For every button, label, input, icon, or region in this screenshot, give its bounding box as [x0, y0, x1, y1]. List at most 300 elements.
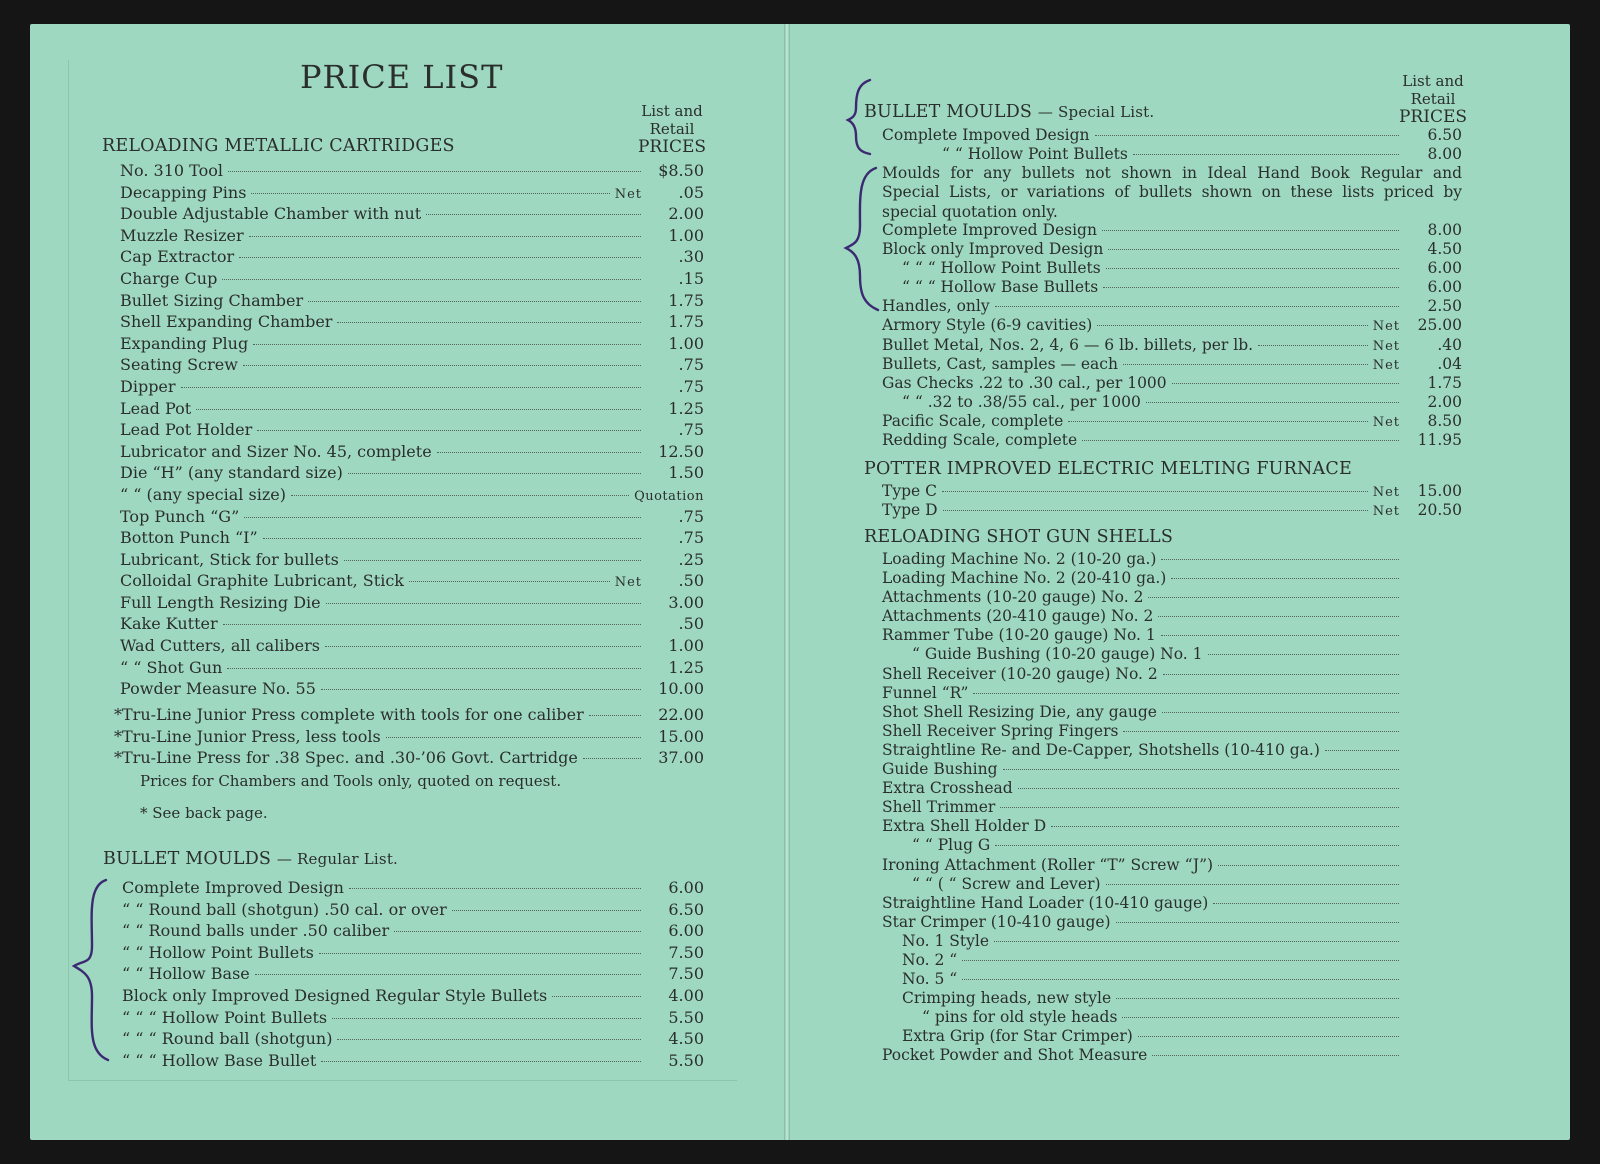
- col-head-line: List and: [641, 102, 703, 120]
- item-price: .50: [678, 571, 704, 591]
- dot-leader: [1161, 635, 1399, 636]
- price-row: [882, 240, 1462, 259]
- price-row: [882, 393, 1462, 412]
- bullet-moulds-special-list-a: [882, 126, 1462, 164]
- item-label: Die “H” (any standard size): [120, 463, 343, 483]
- item-price: .40: [1437, 335, 1462, 354]
- dot-leader: [1082, 440, 1399, 441]
- dot-leader: [181, 387, 641, 388]
- price-row: [120, 334, 704, 356]
- dot-leader: [321, 689, 641, 690]
- section-subheading: — Regular List.: [276, 850, 399, 868]
- handwritten-brace-left: [66, 876, 116, 1066]
- item-price: Quotation: [634, 488, 704, 504]
- item-label: Loading Machine No. 2 (20-410 ga.): [882, 569, 1167, 588]
- item-label: Charge Cup: [120, 268, 218, 288]
- item-label: Muzzle Resizer: [120, 225, 244, 245]
- dot-leader: [239, 257, 641, 258]
- dot-leader: [222, 279, 641, 280]
- col-head-line: Retail: [1410, 90, 1456, 108]
- price-row: [882, 278, 1462, 297]
- section-heading-text: BULLET MOULDS: [103, 849, 272, 869]
- price-row: [882, 626, 1462, 645]
- net-tag: Net: [1372, 504, 1400, 520]
- item-label: “ pins for old style heads: [922, 1008, 1118, 1027]
- item-label: Shell Receiver (10-20 gauge) No. 2: [882, 664, 1158, 683]
- dot-leader: [325, 646, 641, 647]
- price-row: [120, 399, 704, 421]
- item-label: Ironing Attachment (Roller “T” Screw “J”): [882, 855, 1214, 874]
- price-row: [120, 226, 704, 248]
- item-label: “ “ Shot Gun: [120, 657, 223, 677]
- price-row: [882, 221, 1462, 240]
- dot-leader: [552, 996, 641, 997]
- item-price: 1.00: [668, 333, 704, 353]
- price-row: [120, 312, 704, 334]
- price-row: [882, 722, 1462, 741]
- item-label: Lead Pot: [120, 398, 192, 418]
- price-row: [120, 442, 704, 464]
- price-row: [122, 964, 704, 986]
- dot-leader: [943, 510, 1368, 511]
- price-row: [882, 645, 1462, 664]
- item-label: Straightline Re- and De-Capper, Shotshells (10-410 ga.): [882, 740, 1320, 759]
- dot-leader: [228, 171, 641, 172]
- dot-leader: [349, 888, 641, 889]
- item-label: Loading Machine No. 2 (10-20 ga.): [882, 550, 1157, 568]
- item-label: Expanding Plug: [120, 333, 249, 353]
- dot-leader: [1095, 135, 1399, 136]
- dot-leader: [308, 301, 641, 302]
- item-label: Double Adjustable Chamber with nut: [120, 204, 422, 224]
- price-row: [120, 571, 704, 593]
- handwritten-brace-right-bottom: [834, 164, 884, 314]
- dot-leader: [589, 715, 641, 716]
- item-label: Extra Crosshead: [882, 779, 1013, 798]
- item-price: 6.00: [1427, 278, 1462, 297]
- item-price: 8.00: [1427, 221, 1462, 239]
- net-tag: Net: [614, 575, 642, 591]
- item-price: .75: [678, 420, 704, 440]
- item-label: Extra Grip (for Star Crimper): [902, 1027, 1133, 1046]
- item-label: Crimping heads, new style: [902, 989, 1112, 1008]
- price-row: [120, 679, 704, 701]
- item-price: 1.50: [668, 463, 704, 483]
- dot-leader: [394, 931, 641, 932]
- handwritten-brace-right-top: [838, 78, 878, 158]
- price-row: [122, 900, 704, 922]
- dot-leader: [1161, 559, 1399, 560]
- item-label: “ “ Hollow Base: [122, 964, 250, 984]
- item-price: 8.00: [1427, 145, 1462, 164]
- price-row: [120, 291, 704, 313]
- item-price: .75: [678, 528, 704, 548]
- item-price: 12.50: [658, 441, 704, 461]
- price-row: [882, 875, 1462, 894]
- price-row: [882, 336, 1462, 355]
- item-price: 4.50: [1427, 240, 1462, 259]
- dot-leader: [251, 193, 609, 194]
- item-label: Bullet Metal, Nos. 2, 4, 6 — 6 lb. billets, per lb.: [882, 335, 1254, 354]
- item-label: “ “ Plug G: [912, 836, 991, 855]
- price-row: [882, 316, 1462, 335]
- dot-leader: [249, 236, 641, 237]
- net-tag: Net: [1372, 485, 1400, 500]
- price-row: [882, 501, 1462, 520]
- item-label: Gas Checks .22 to .30 cal., per 1000: [882, 373, 1167, 392]
- item-price: .25: [678, 549, 704, 569]
- item-label: “ “ Round ball (shotgun) .50 cal. or over: [122, 899, 447, 919]
- item-price: 5.50: [668, 1050, 704, 1070]
- dot-leader: [337, 1039, 641, 1040]
- dot-leader: [337, 322, 641, 323]
- item-price: 2.00: [1427, 392, 1462, 411]
- dot-leader: [291, 495, 629, 496]
- price-row: [882, 1046, 1462, 1065]
- section-heading-text: BULLET MOULDS: [864, 102, 1033, 122]
- item-price: 1.25: [668, 398, 704, 418]
- price-row: [882, 836, 1462, 855]
- item-price: 3.00: [668, 592, 704, 612]
- item-price: 1.00: [668, 225, 704, 245]
- item-label: Armory Style (6-9 cavities): [882, 316, 1093, 335]
- col-head-line: List and: [1402, 72, 1464, 90]
- price-row: [882, 932, 1462, 951]
- dot-leader: [994, 941, 1399, 942]
- dot-leader: [1208, 654, 1399, 655]
- item-label: Seating Screw: [120, 355, 238, 375]
- dot-leader: [1116, 998, 1399, 999]
- item-price: 6.00: [668, 921, 704, 941]
- dot-leader: [973, 693, 1399, 694]
- dot-leader: [196, 409, 641, 410]
- item-price: 6.00: [668, 878, 704, 897]
- chambers-note: Prices for Chambers and Tools only, quoted on request.: [140, 772, 562, 790]
- price-row: [882, 779, 1462, 798]
- price-row: [122, 921, 704, 943]
- item-label: Shot Shell Resizing Die, any gauge: [882, 702, 1157, 721]
- price-row: [882, 482, 1462, 501]
- item-price: .75: [678, 355, 704, 375]
- col-head-line: PRICES: [637, 137, 707, 157]
- item-label: Top Punch “G”: [120, 506, 240, 526]
- item-label: No. 310 Tool: [120, 161, 223, 180]
- center-fold: [784, 24, 790, 1140]
- item-label: “ “ Hollow Point Bullets: [122, 942, 314, 962]
- dot-leader: [243, 365, 641, 366]
- dot-leader: [1051, 826, 1399, 827]
- price-row: [120, 614, 704, 636]
- item-label: Dipper: [120, 376, 176, 396]
- price-row: [120, 269, 704, 291]
- dot-leader: [332, 1018, 641, 1019]
- dot-leader: [344, 560, 641, 561]
- left-column-header: [632, 102, 712, 156]
- dot-leader: [223, 624, 641, 625]
- dot-leader: [942, 491, 1368, 492]
- item-label: Redding Scale, complete: [882, 431, 1078, 450]
- item-label: Complete Improved Design: [882, 221, 1097, 239]
- price-row: [882, 1008, 1462, 1027]
- dot-leader: [386, 737, 641, 738]
- dot-leader: [1123, 731, 1399, 732]
- item-price: 1.75: [668, 290, 704, 310]
- price-row: [122, 1051, 704, 1073]
- section-heading-text: RELOADING SHOT GUN SHELLS: [864, 527, 1174, 547]
- item-label: Type C: [882, 482, 937, 500]
- item-price: 1.00: [668, 636, 704, 656]
- dot-leader: [1213, 903, 1399, 904]
- price-row: [882, 607, 1462, 626]
- item-price: 22.00: [658, 705, 704, 724]
- price-row: [882, 569, 1462, 588]
- item-price: 7.50: [668, 964, 704, 984]
- price-row: [120, 507, 704, 529]
- metallic-cartridges-list: [120, 161, 704, 701]
- item-label: Lubricator and Sizer No. 45, complete: [120, 441, 432, 461]
- dot-leader: [409, 581, 610, 582]
- price-row: [882, 374, 1462, 393]
- item-price: .15: [678, 268, 704, 288]
- dot-leader: [1325, 750, 1399, 751]
- dot-leader: [1172, 383, 1399, 384]
- price-row: [122, 1029, 704, 1051]
- price-row: [882, 798, 1462, 817]
- price-row: [120, 550, 704, 572]
- item-label: Type D: [882, 501, 938, 520]
- item-label: *Tru-Line Junior Press, less tools: [114, 726, 381, 746]
- price-row: [882, 894, 1462, 913]
- item-price: .04: [1437, 354, 1462, 373]
- section-heading-bullet-moulds-special: [864, 102, 1154, 122]
- item-label: Colloidal Graphite Lubricant, Stick: [120, 571, 404, 591]
- price-row: [882, 355, 1462, 374]
- dot-leader: [348, 473, 641, 474]
- item-label: Full Length Resizing Die: [120, 592, 321, 612]
- item-price: 4.50: [668, 1029, 704, 1049]
- price-row: [114, 727, 704, 749]
- bullet-moulds-regular-list: [122, 878, 704, 1072]
- dot-leader: [1146, 402, 1399, 403]
- dot-leader: [452, 910, 641, 911]
- price-row: [882, 431, 1462, 450]
- section-heading-reloading-shot-gun: [864, 527, 1173, 547]
- price-row: [120, 528, 704, 550]
- price-row: [882, 970, 1462, 989]
- price-row: [882, 684, 1462, 703]
- item-label: Kake Kutter: [120, 614, 218, 634]
- dot-leader: [1103, 287, 1399, 288]
- net-tag: Net: [1372, 357, 1400, 373]
- item-label: “ “ “ Hollow Point Bullets: [902, 259, 1101, 278]
- item-label: Lead Pot Holder: [120, 420, 253, 440]
- price-row: [882, 588, 1462, 607]
- price-row: [114, 748, 704, 770]
- price-row: [114, 705, 704, 727]
- item-price: 2.00: [668, 204, 704, 224]
- net-tag: Net: [1372, 319, 1400, 335]
- dot-leader: [1108, 249, 1399, 250]
- item-label: Complete Improved Design: [122, 878, 344, 897]
- section-heading-text: POTTER IMPROVED ELECTRIC MELTING FURNACE: [864, 459, 1352, 479]
- item-label: “ “ ( “ Screw and Lever): [912, 874, 1101, 893]
- item-label: *Tru-Line Press for .38 Spec. and .30-’06 Govt. Cartridge: [114, 748, 578, 768]
- tru-line-press-list: [114, 705, 704, 770]
- item-price: 6.50: [668, 899, 704, 919]
- item-label: Pacific Scale, complete: [882, 411, 1064, 430]
- price-row: [882, 741, 1462, 760]
- dot-leader: [426, 214, 641, 215]
- item-price: 37.00: [658, 748, 704, 768]
- price-row: [120, 183, 704, 205]
- dot-leader: [255, 974, 641, 975]
- item-label: “ “ Round balls under .50 caliber: [122, 921, 390, 941]
- item-label: “ “ Hollow Point Bullets: [942, 145, 1128, 164]
- right-column-header: [1394, 72, 1472, 126]
- dot-leader: [1106, 884, 1399, 885]
- item-price: 25.00: [1417, 316, 1462, 335]
- dot-leader: [326, 603, 641, 604]
- item-price: .50: [678, 614, 704, 634]
- item-label: Lubricant, Stick for bullets: [120, 549, 339, 569]
- shot-gun-shells-list: [882, 550, 1462, 1066]
- price-row: [882, 856, 1462, 875]
- bullet-moulds-special-list-b: [882, 221, 1462, 450]
- page-title: PRICE LIST: [300, 58, 504, 96]
- price-row: [882, 913, 1462, 932]
- dot-leader: [1000, 807, 1399, 808]
- item-price: 8.50: [1427, 411, 1462, 430]
- item-price: 2.50: [1427, 297, 1462, 316]
- price-row: [882, 817, 1462, 836]
- item-price: 5.50: [668, 1007, 704, 1027]
- item-price: 6.00: [1427, 259, 1462, 278]
- item-label: Botton Punch “I”: [120, 528, 258, 548]
- dot-leader: [1068, 421, 1367, 422]
- item-label: Shell Trimmer: [882, 798, 996, 817]
- item-price: 7.50: [668, 942, 704, 962]
- special-quotation-paragraph: Moulds for any bullets not shown in Ideal Hand Book Regular and Special Lists, or variations of bullets shown on these lists priced by special quotation only.: [882, 164, 1462, 221]
- item-price: 1.75: [1427, 373, 1462, 392]
- dot-leader: [1152, 1055, 1399, 1056]
- dot-leader: [995, 306, 1399, 307]
- dot-leader: [1171, 578, 1399, 579]
- price-row: [120, 420, 704, 442]
- item-label: *Tru-Line Junior Press complete with tools for one caliber: [114, 705, 584, 724]
- dot-leader: [1106, 268, 1399, 269]
- item-label: Rammer Tube (10-20 gauge) No. 1: [882, 626, 1156, 645]
- net-tag: Net: [1372, 338, 1400, 354]
- dot-leader: [1218, 865, 1399, 866]
- price-row: [882, 126, 1462, 145]
- price-row: [882, 989, 1462, 1008]
- item-label: Decapping Pins: [120, 182, 247, 202]
- price-row: [882, 145, 1462, 164]
- item-label: Pocket Powder and Shot Measure: [882, 1046, 1148, 1065]
- price-row: [882, 412, 1462, 431]
- dot-leader: [962, 960, 1399, 961]
- dot-leader: [253, 344, 641, 345]
- item-label: “ “ (any special size): [120, 484, 286, 504]
- item-price: 15.00: [658, 726, 704, 746]
- price-row: [122, 878, 704, 900]
- item-label: Handles, only: [882, 297, 990, 316]
- item-label: Shell Expanding Chamber: [120, 312, 333, 332]
- dot-leader: [1148, 597, 1399, 598]
- dot-leader: [1258, 345, 1368, 346]
- dot-leader: [583, 758, 641, 759]
- dot-leader: [1123, 364, 1368, 365]
- dot-leader: [437, 452, 641, 453]
- item-label: No. 2 “: [902, 950, 958, 969]
- price-row: [882, 703, 1462, 722]
- item-label: Shell Receiver Spring Fingers: [882, 721, 1119, 740]
- item-label: Guide Bushing: [882, 760, 998, 779]
- item-price: 10.00: [658, 679, 704, 699]
- item-label: “ “ “ Hollow Base Bullet: [122, 1050, 317, 1070]
- price-row: [120, 204, 704, 226]
- price-row: [882, 550, 1462, 569]
- col-head-line: PRICES: [1398, 107, 1468, 127]
- item-price: .05: [678, 182, 704, 202]
- price-row: [120, 377, 704, 399]
- item-label: “ “ “ Round ball (shotgun): [122, 1029, 333, 1049]
- dot-leader: [263, 538, 641, 539]
- section-heading-reloading-metallic: [102, 136, 455, 156]
- item-price: 20.50: [1417, 501, 1462, 520]
- item-label: “ Guide Bushing (10-20 gauge) No. 1: [912, 645, 1203, 664]
- dot-leader: [321, 1061, 641, 1062]
- item-label: Attachments (10-20 gauge) No. 2: [882, 588, 1144, 607]
- item-label: Bullets, Cast, samples — each: [882, 354, 1118, 373]
- dot-leader: [1133, 154, 1399, 155]
- dot-leader: [1018, 788, 1399, 789]
- dot-leader: [1116, 922, 1399, 923]
- item-label: Block only Improved Designed Regular Style Bullets: [122, 985, 548, 1005]
- item-label: Extra Shell Holder D: [882, 817, 1047, 836]
- item-price: 15.00: [1417, 482, 1462, 500]
- price-row: [882, 665, 1462, 684]
- item-label: “ “ “ Hollow Base Bullets: [902, 278, 1099, 297]
- item-label: Powder Measure No. 55: [120, 679, 316, 699]
- dot-leader: [244, 517, 641, 518]
- item-price: .75: [678, 376, 704, 396]
- price-row: [120, 593, 704, 615]
- section-subheading: — Special List.: [1037, 103, 1155, 121]
- dot-leader: [1138, 1036, 1399, 1037]
- item-label: Funnel “R”: [882, 683, 969, 702]
- price-row: [120, 658, 704, 680]
- item-label: Block only Improved Design: [882, 240, 1104, 259]
- back-page-note: * See back page.: [140, 804, 268, 822]
- dot-leader: [1163, 674, 1399, 675]
- col-head-line: Retail: [649, 120, 695, 138]
- net-tag: Net: [614, 186, 642, 202]
- dot-leader: [257, 430, 641, 431]
- price-row: [882, 1027, 1462, 1046]
- item-label: Attachments (20-410 gauge) No. 2: [882, 607, 1154, 626]
- price-row: [122, 1008, 704, 1030]
- section-heading-bullet-moulds-regular: [103, 849, 398, 869]
- section-heading-potter-furnace: [864, 459, 1352, 479]
- item-label: Star Crimper (10-410 gauge): [882, 912, 1111, 931]
- item-label: No. 5 “: [902, 970, 958, 989]
- item-price: 1.25: [668, 657, 704, 677]
- price-row: [120, 463, 704, 485]
- item-label: No. 1 Style: [902, 931, 989, 950]
- section-heading-text: RELOADING METALLIC CARTRIDGES: [102, 136, 455, 156]
- item-label: “ “ “ Hollow Point Bullets: [122, 1007, 328, 1027]
